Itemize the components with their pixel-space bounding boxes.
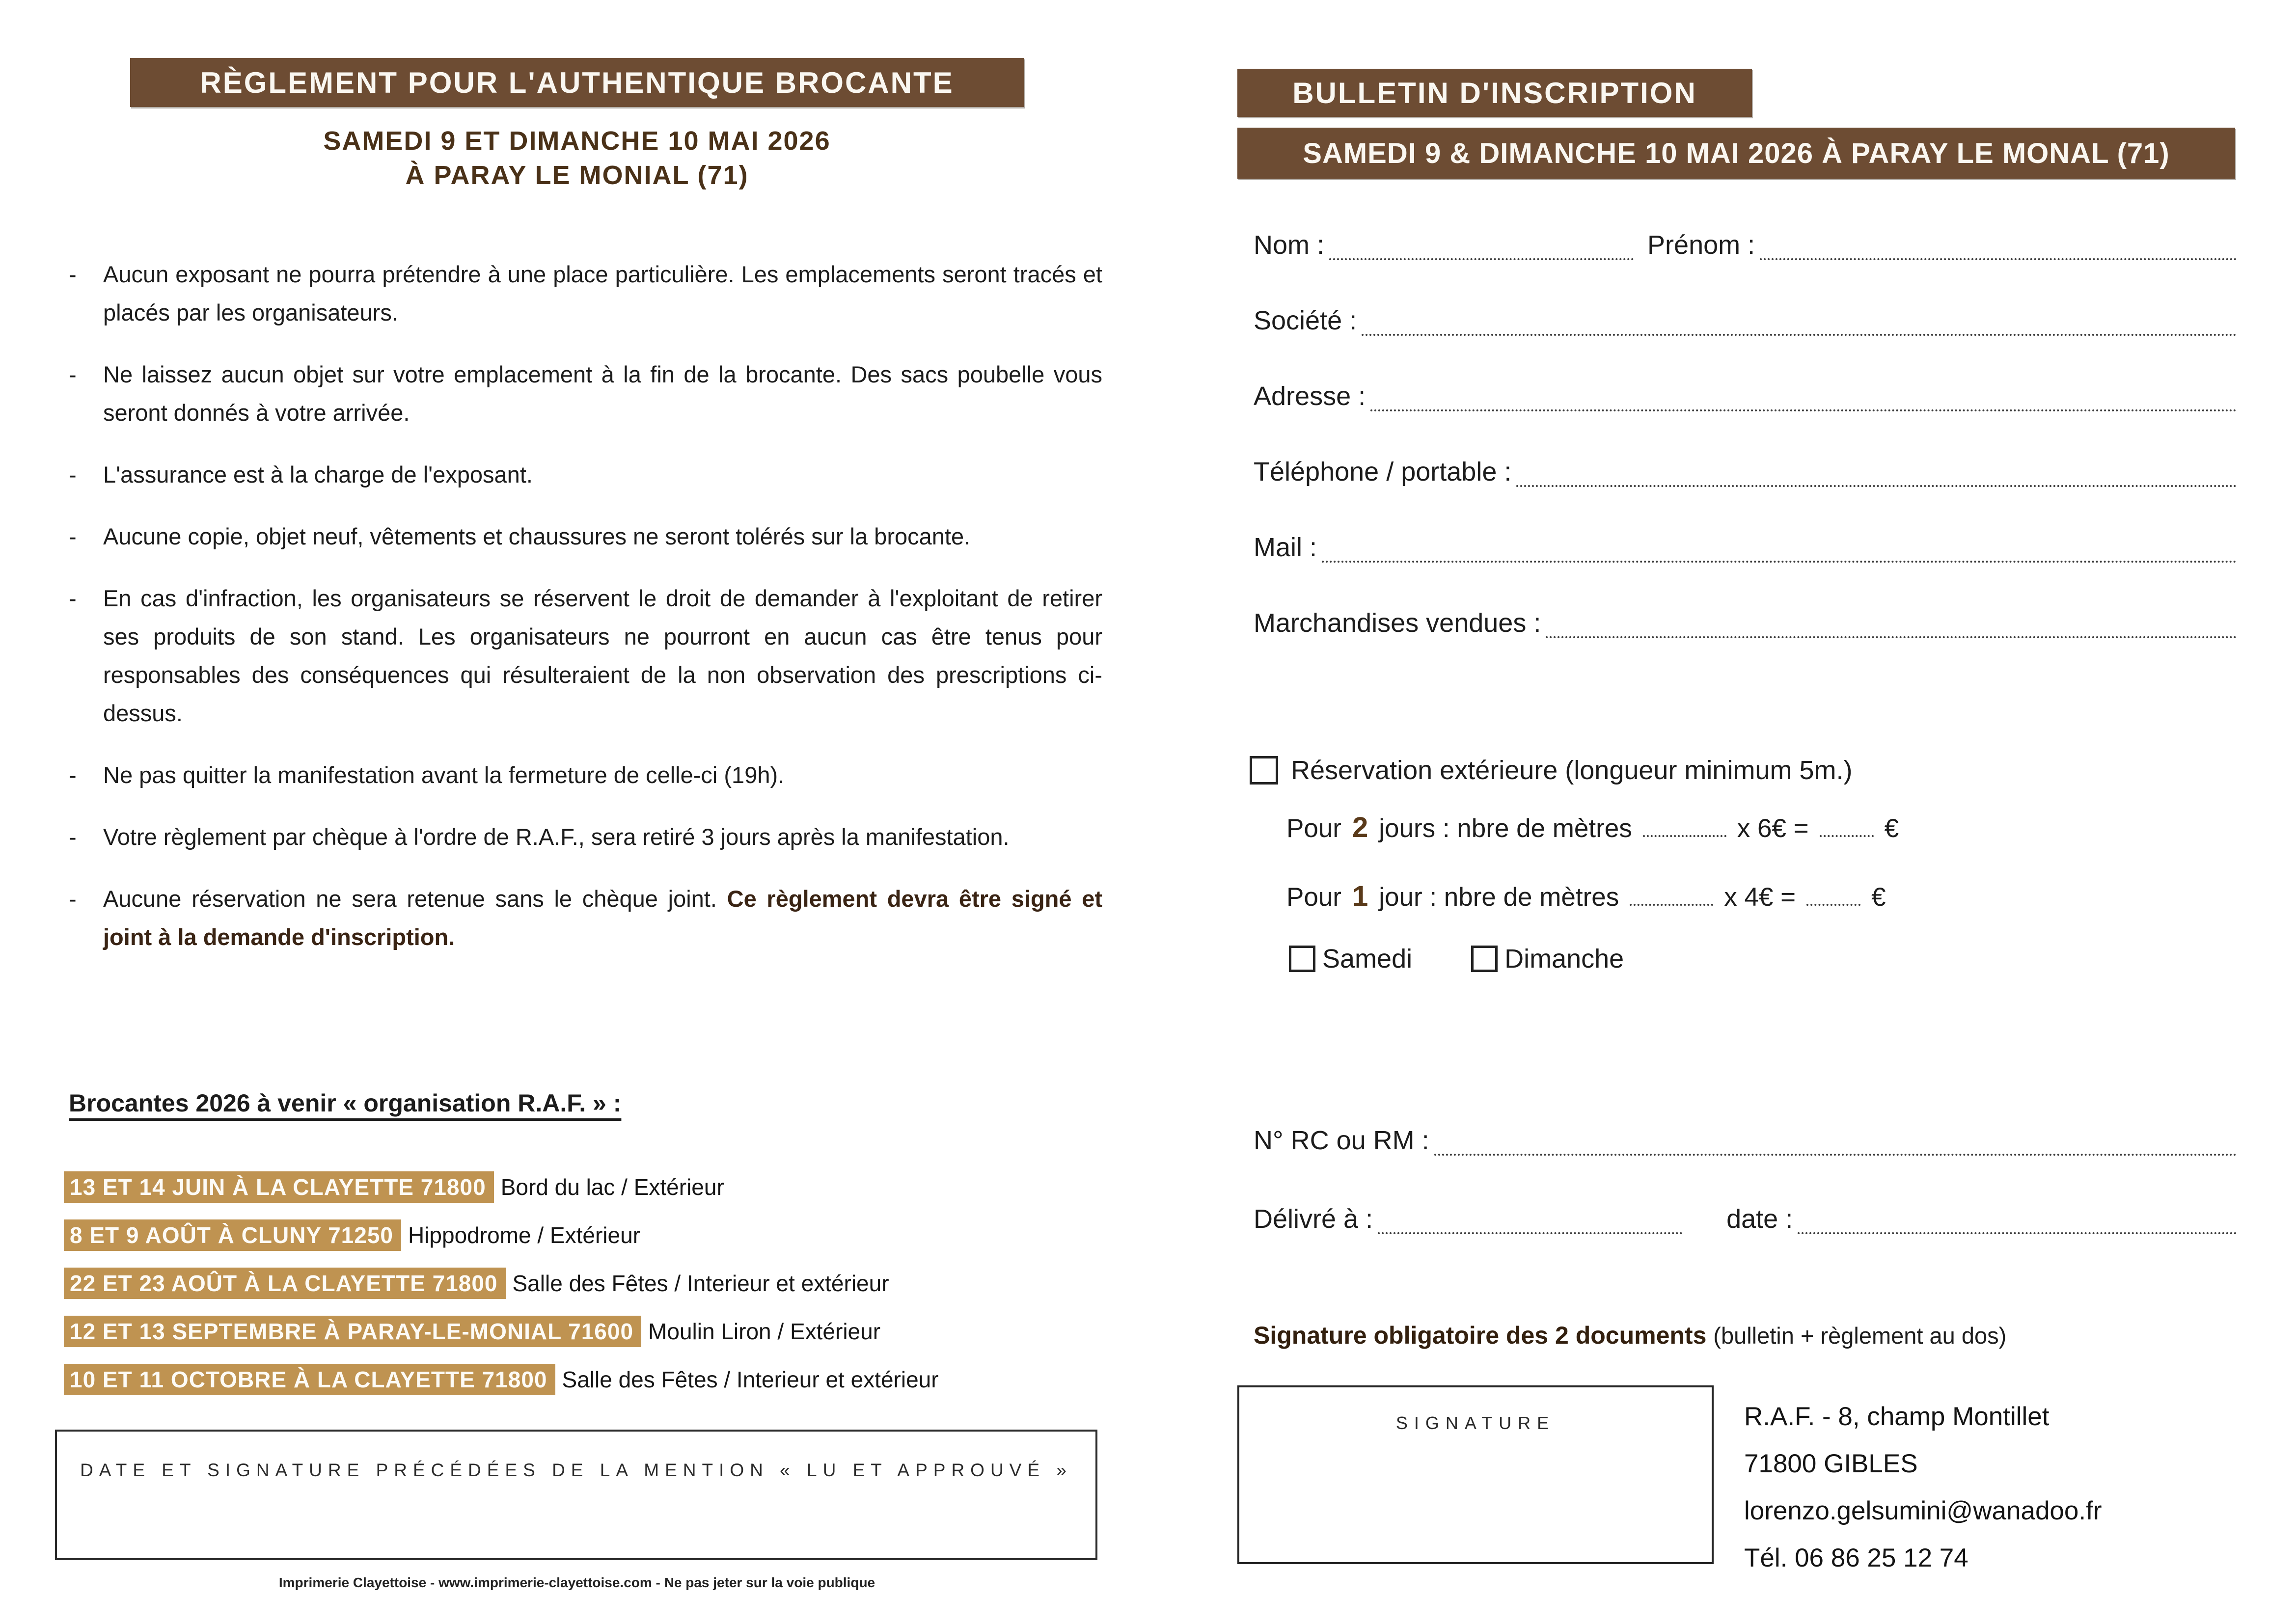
event-venue: Moulin Liron / Extérieur	[648, 1319, 881, 1344]
date-field[interactable]	[1798, 1205, 2237, 1234]
two-days-price-row	[1286, 811, 1899, 844]
bullet-dash: -	[69, 523, 77, 549]
event-date-highlight: 8 ET 9 AOÛT À CLUNY 71250	[64, 1219, 401, 1251]
rule-text: Ne laissez aucun objet sur votre emplacement à la fin de la brocante. Des sacs poubelle vous seront donnés à votre arrivée.	[103, 361, 1102, 426]
event-row	[64, 1219, 1144, 1251]
reservation-checkbox[interactable]	[1250, 756, 1278, 785]
day-selection-row	[1289, 944, 1624, 974]
rc-number-row	[1254, 1125, 2237, 1156]
bulletin-title: BULLETIN D'INSCRIPTION	[1292, 76, 1697, 109]
mail-field[interactable]	[1322, 533, 2237, 563]
rule-text-bold: Ce règlement devra être signé et joint à la demande d'inscription.	[103, 886, 1102, 950]
societe-label: Société :	[1254, 306, 1357, 335]
prenom-label: Prénom :	[1647, 230, 1755, 260]
issued-at-row	[1254, 1204, 2237, 1234]
bullet-dash: -	[69, 585, 77, 611]
organizer-phone: Tél. 06 86 25 12 74	[1744, 1543, 1968, 1572]
signature-box-label: SIGNATURE	[1395, 1413, 1556, 1433]
two-days-rate: x 6€ =	[1737, 814, 1809, 843]
company-row	[1254, 305, 2237, 336]
reglement-title: RÈGLEMENT POUR L'AUTHENTIQUE BROCANTE	[200, 66, 954, 99]
bulletin-title-banner	[1237, 69, 1752, 117]
two-days-text: jours : nbre de mètres	[1379, 814, 1632, 843]
mention-text: DATE ET SIGNATURE PRÉCÉDÉES DE LA MENTION « LU ET APPROUVÉ »	[80, 1460, 1072, 1480]
bullet-dash: -	[69, 886, 77, 912]
one-day-rate: x 4€ =	[1724, 883, 1796, 912]
bullet-dash: -	[69, 361, 77, 387]
two-days-euro-sign: €	[1884, 814, 1899, 843]
event-date-highlight: 13 ET 14 JUIN À LA CLAYETTE 71800	[64, 1171, 494, 1203]
organizer-address-line1: R.A.F. - 8, champ Montillet	[1744, 1402, 2050, 1431]
two-days-total-field[interactable]	[1820, 813, 1874, 837]
event-row	[64, 1363, 1144, 1396]
organizer-address-line2: 71800 GIBLES	[1744, 1449, 1918, 1478]
reglement-subtitle-line2: À PARAY LE MONIAL (71)	[405, 161, 749, 190]
rule-text: Aucun exposant ne pourra prétendre à une place particulière. Les emplacements seront tracés et placés par les organisateurs.	[103, 261, 1102, 325]
event-row	[64, 1267, 1144, 1299]
one-day-prefix: Pour	[1286, 883, 1341, 912]
signature-heading-note: (bulletin + règlement au dos)	[1713, 1323, 2007, 1349]
signature-heading-bold: Signature obligatoire des 2 documents	[1254, 1322, 1707, 1349]
event-date-highlight: 22 ET 23 AOÛT À LA CLAYETTE 71800	[64, 1268, 506, 1299]
goods-row	[1254, 608, 2237, 638]
two-days-meters-field[interactable]	[1643, 813, 1726, 837]
bullet-dash: -	[69, 261, 77, 287]
delivre-label: Délivré à :	[1254, 1204, 1373, 1234]
event-row	[64, 1315, 1144, 1348]
event-venue: Bord du lac / Extérieur	[500, 1174, 724, 1200]
rule-item	[69, 355, 1102, 432]
bullet-dash: -	[69, 762, 77, 788]
upcoming-events-heading: Brocantes 2026 à venir « organisation R.A.F. » :	[69, 1089, 622, 1117]
bullet-dash: -	[69, 461, 77, 487]
adresse-label: Adresse :	[1254, 381, 1366, 411]
samedi-label: Samedi	[1322, 944, 1413, 974]
two-days-prefix: Pour	[1286, 814, 1341, 843]
bulletin-date-title: SAMEDI 9 & DIMANCHE 10 MAI 2026 À PARAY LE MONAL (71)	[1303, 137, 2170, 169]
rule-text: Ne pas quitter la manifestation avant la fermeture de celle-ci (19h).	[103, 762, 785, 788]
reservation-row	[1250, 755, 1852, 785]
adresse-field[interactable]	[1370, 382, 2237, 411]
rc-field[interactable]	[1434, 1126, 2237, 1156]
event-venue: Salle des Fêtes / Interieur et extérieur	[512, 1271, 889, 1296]
societe-field[interactable]	[1362, 306, 2237, 336]
date-signature-mention-box[interactable]	[55, 1430, 1097, 1560]
rule-item	[69, 818, 1102, 856]
address-row	[1254, 381, 2237, 411]
event-row	[64, 1171, 1144, 1203]
rule-item	[69, 255, 1102, 332]
rule-item	[69, 579, 1102, 732]
organizer-email: lorenzo.gelsumini@wanadoo.fr	[1744, 1496, 2102, 1525]
rule-text: Aucune réservation ne sera retenue sans le chèque joint.	[103, 886, 717, 912]
signature-box[interactable]	[1237, 1385, 1714, 1564]
rc-label: N° RC ou RM :	[1254, 1126, 1429, 1155]
rule-text: Aucune copie, objet neuf, vêtements et chaussures ne seront tolérés sur la brocante.	[103, 523, 971, 549]
reglement-title-banner	[130, 58, 1024, 107]
rules-list	[69, 255, 1102, 980]
name-row	[1254, 230, 2237, 260]
telephone-field[interactable]	[1516, 458, 2237, 487]
one-day-total-field[interactable]	[1806, 882, 1860, 906]
reglement-subtitle-line1: SAMEDI 9 ET DIMANCHE 10 MAI 2026	[323, 126, 831, 156]
rule-item	[69, 456, 1102, 494]
print-footer: Imprimerie Clayettoise - www.imprimerie-clayettoise.com - Ne pas jeter sur la voie publique	[278, 1575, 875, 1590]
one-day-euro-sign: €	[1871, 883, 1886, 912]
delivre-field[interactable]	[1378, 1205, 1682, 1234]
marchandises-label: Marchandises vendues :	[1254, 608, 1541, 638]
rule-text: Votre règlement par chèque à l'ordre de R.A.F., sera retiré 3 jours après la manifestation.	[103, 824, 1010, 850]
two-days-number: 2	[1352, 812, 1368, 843]
organizer-contact-block	[1744, 1393, 2102, 1582]
one-day-meters-field[interactable]	[1630, 882, 1713, 906]
event-date-highlight: 10 ET 11 OCTOBRE À LA CLAYETTE 71800	[64, 1364, 555, 1395]
reservation-label: Réservation extérieure (longueur minimum 5m.)	[1291, 756, 1853, 785]
rule-item	[69, 756, 1102, 794]
rule-text: En cas d'infraction, les organisateurs se réservent le droit de demander à l'exploitant de retirer ses produits de son stand. Les organisateurs ne pourront en aucun cas être tenus pour responsables des conséquences qui résulteraient de la non observation des prescriptions ci-dessus.	[103, 585, 1102, 726]
signature-heading	[1254, 1320, 2245, 1352]
upcoming-events-list	[64, 1171, 1144, 1411]
samedi-checkbox[interactable]	[1289, 946, 1315, 972]
reglement-subtitle	[59, 124, 1095, 192]
prenom-field[interactable]	[1760, 231, 2237, 260]
rule-item	[69, 517, 1102, 556]
one-day-text: jour : nbre de mètres	[1379, 883, 1619, 912]
mail-label: Mail :	[1254, 533, 1317, 562]
telephone-label: Téléphone / portable :	[1254, 457, 1512, 487]
dimanche-checkbox[interactable]	[1471, 946, 1498, 972]
dimanche-label: Dimanche	[1504, 944, 1624, 974]
one-day-price-row	[1286, 880, 1886, 913]
mail-row	[1254, 532, 2237, 563]
rule-text: L'assurance est à la charge de l'exposant.	[103, 461, 533, 487]
nom-label: Nom :	[1254, 230, 1325, 260]
nom-field[interactable]	[1329, 231, 1634, 260]
event-venue: Hippodrome / Extérieur	[408, 1222, 640, 1248]
phone-row	[1254, 457, 2237, 487]
one-day-number: 1	[1352, 880, 1368, 912]
date-label: date :	[1726, 1204, 1793, 1234]
event-venue: Salle des Fêtes / Interieur et extérieur	[562, 1367, 939, 1392]
bullet-dash: -	[69, 824, 77, 850]
rule-item	[69, 880, 1102, 956]
bulletin-date-banner	[1237, 128, 2235, 179]
event-date-highlight: 12 ET 13 SEPTEMBRE À PARAY-LE-MONIAL 71600	[64, 1316, 641, 1347]
marchandises-field[interactable]	[1546, 609, 2237, 638]
